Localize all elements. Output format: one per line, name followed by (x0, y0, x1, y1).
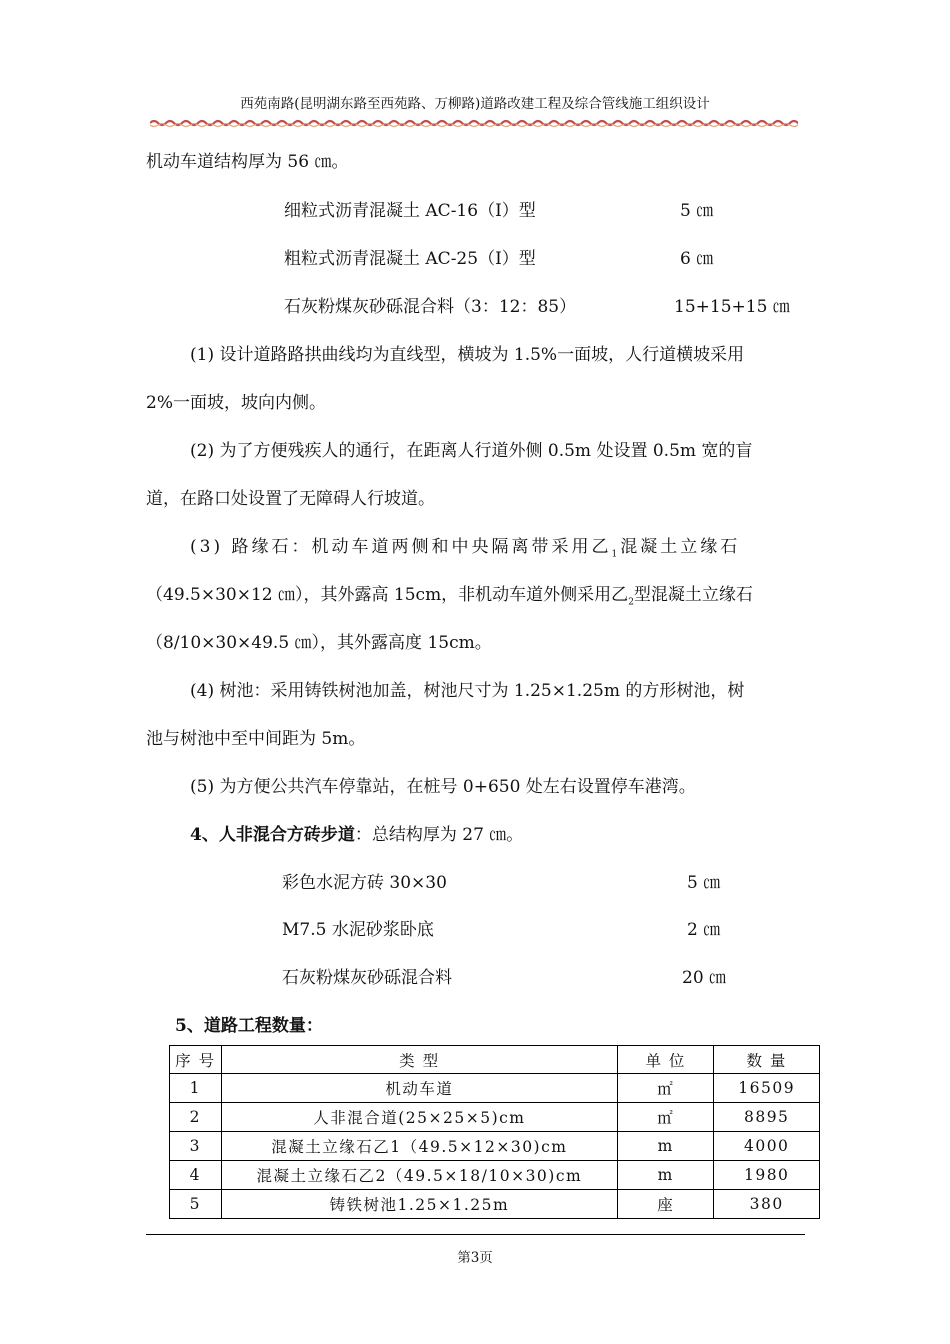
item3-line2 (146, 584, 753, 613)
item3-line2-part-a: （49.5×30×12 ㎝），其外露高 15cm，非机动车道外侧采用乙 (146, 585, 629, 605)
header-cell-type: 类 型 (221, 1046, 617, 1074)
cell-index: 2 (170, 1103, 222, 1132)
table-header-row (170, 1046, 820, 1074)
section4-title: 4、人非混合方砖步道 (190, 825, 355, 845)
cell-quantity: 4000 (714, 1132, 820, 1161)
item3-line1 (190, 536, 740, 565)
layer2-name: 粗粒式沥青混凝土 AC-25（Ⅰ）型 (284, 249, 536, 269)
item5-line: (5) 为方便公共汽车停靠站，在桩号 0+650 处左右设置停车港湾。 (190, 777, 696, 797)
sidewalk-layer1-thickness: 5 ㎝ (687, 873, 721, 893)
sidewalk-layer2-thickness: 2 ㎝ (687, 920, 721, 940)
intro-paragraph: 机动车道结构厚为 56 ㎝。 (146, 152, 349, 172)
table-row (170, 1074, 820, 1103)
road-quantity-table (169, 1045, 820, 1219)
table-row (170, 1132, 820, 1161)
cell-quantity: 380 (714, 1190, 820, 1219)
footer-divider (146, 1234, 805, 1235)
item3-subscript-1: 1 (611, 549, 621, 560)
layer2-thickness: 6 ㎝ (680, 249, 714, 269)
table-row (170, 1190, 820, 1219)
cell-index: 5 (170, 1190, 222, 1219)
cell-quantity: 1980 (714, 1161, 820, 1190)
cell-type: 铸铁树池1.25×1.25m (221, 1190, 617, 1219)
layer1-thickness: 5 ㎝ (680, 201, 714, 221)
item4-line1: (4) 树池：采用铸铁树池加盖，树池尺寸为 1.25×1.25m 的方形树池，树 (190, 681, 745, 701)
item1-line1: (1) 设计道路路拱曲线均为直线型，横坡为 1.5%一面坡，人行道横坡采用 (190, 345, 745, 365)
table-row (170, 1161, 820, 1190)
section5-heading: 5、道路工程数量： (175, 1016, 323, 1036)
cell-type: 混凝土立缘石乙1（49.5×12×30)cm (221, 1132, 617, 1161)
page-number: 第3页 (457, 1250, 493, 1266)
sidewalk-layer3-thickness: 20 ㎝ (682, 968, 727, 988)
item1-line2: 2%一面坡，坡向内侧。 (146, 393, 326, 413)
item3-subscript-2: 2 (628, 597, 634, 608)
sidewalk-layer2-name: M7.5 水泥砂浆卧底 (282, 920, 434, 940)
item3-line2-part-b: 型混凝土立缘石 (633, 585, 753, 605)
decorative-header-rule (150, 116, 798, 130)
cell-index: 1 (170, 1074, 222, 1103)
section4-heading (190, 824, 523, 846)
cell-type: 人非混合道(25×25×5)cm (221, 1103, 617, 1132)
cell-unit: m (618, 1132, 714, 1161)
cell-unit: ㎡ (618, 1103, 714, 1132)
item3-line3: （8/10×30×49.5 ㎝），其外露高度 15cm。 (146, 633, 492, 653)
item2-line1: (2) 为了方便残疾人的通行，在距离人行道外侧 0.5m 处设置 0.5m 宽的盲 (190, 441, 753, 461)
item3-line1-part-a: (3) 路缘石：机动车道两侧和中央隔离带采用乙 (190, 537, 612, 557)
layer3-name: 石灰粉煤灰砂砾混合料（3：12：85） (284, 297, 577, 317)
layer1-name: 细粒式沥青混凝土 AC-16（Ⅰ）型 (284, 201, 536, 221)
section4-rest: ：总结构厚为 27 ㎝。 (354, 825, 524, 845)
cell-quantity: 16509 (714, 1074, 820, 1103)
cell-unit: 座 (618, 1190, 714, 1219)
header-cell-quantity: 数 量 (714, 1046, 820, 1074)
item2-line2: 道，在路口处设置了无障碍人行坡道。 (146, 489, 435, 509)
cell-quantity: 8895 (714, 1103, 820, 1132)
table-row (170, 1103, 820, 1132)
cell-unit: ㎡ (618, 1074, 714, 1103)
header-cell-unit: 单 位 (618, 1046, 714, 1074)
cell-index: 4 (170, 1161, 222, 1190)
cell-index: 3 (170, 1132, 222, 1161)
cell-type: 混凝土立缘石乙2（49.5×18/10×30)cm (221, 1161, 617, 1190)
sidewalk-layer1-name: 彩色水泥方砖 30×30 (282, 873, 447, 893)
item3-line1-part-b: 混凝土立缘石 (620, 537, 741, 557)
header-title: 西苑南路(昆明湖东路至西苑路、万柳路)道路改建工程及综合管线施工组织设计 (240, 96, 710, 112)
sidewalk-layer3-name: 石灰粉煤灰砂砾混合料 (282, 968, 452, 988)
layer3-thickness: 15+15+15 ㎝ (674, 297, 790, 317)
item4-line2: 池与树池中至中间距为 5m。 (146, 729, 366, 749)
cell-type: 机动车道 (221, 1074, 617, 1103)
cell-unit: m (618, 1161, 714, 1190)
header-cell-index: 序 号 (170, 1046, 222, 1074)
